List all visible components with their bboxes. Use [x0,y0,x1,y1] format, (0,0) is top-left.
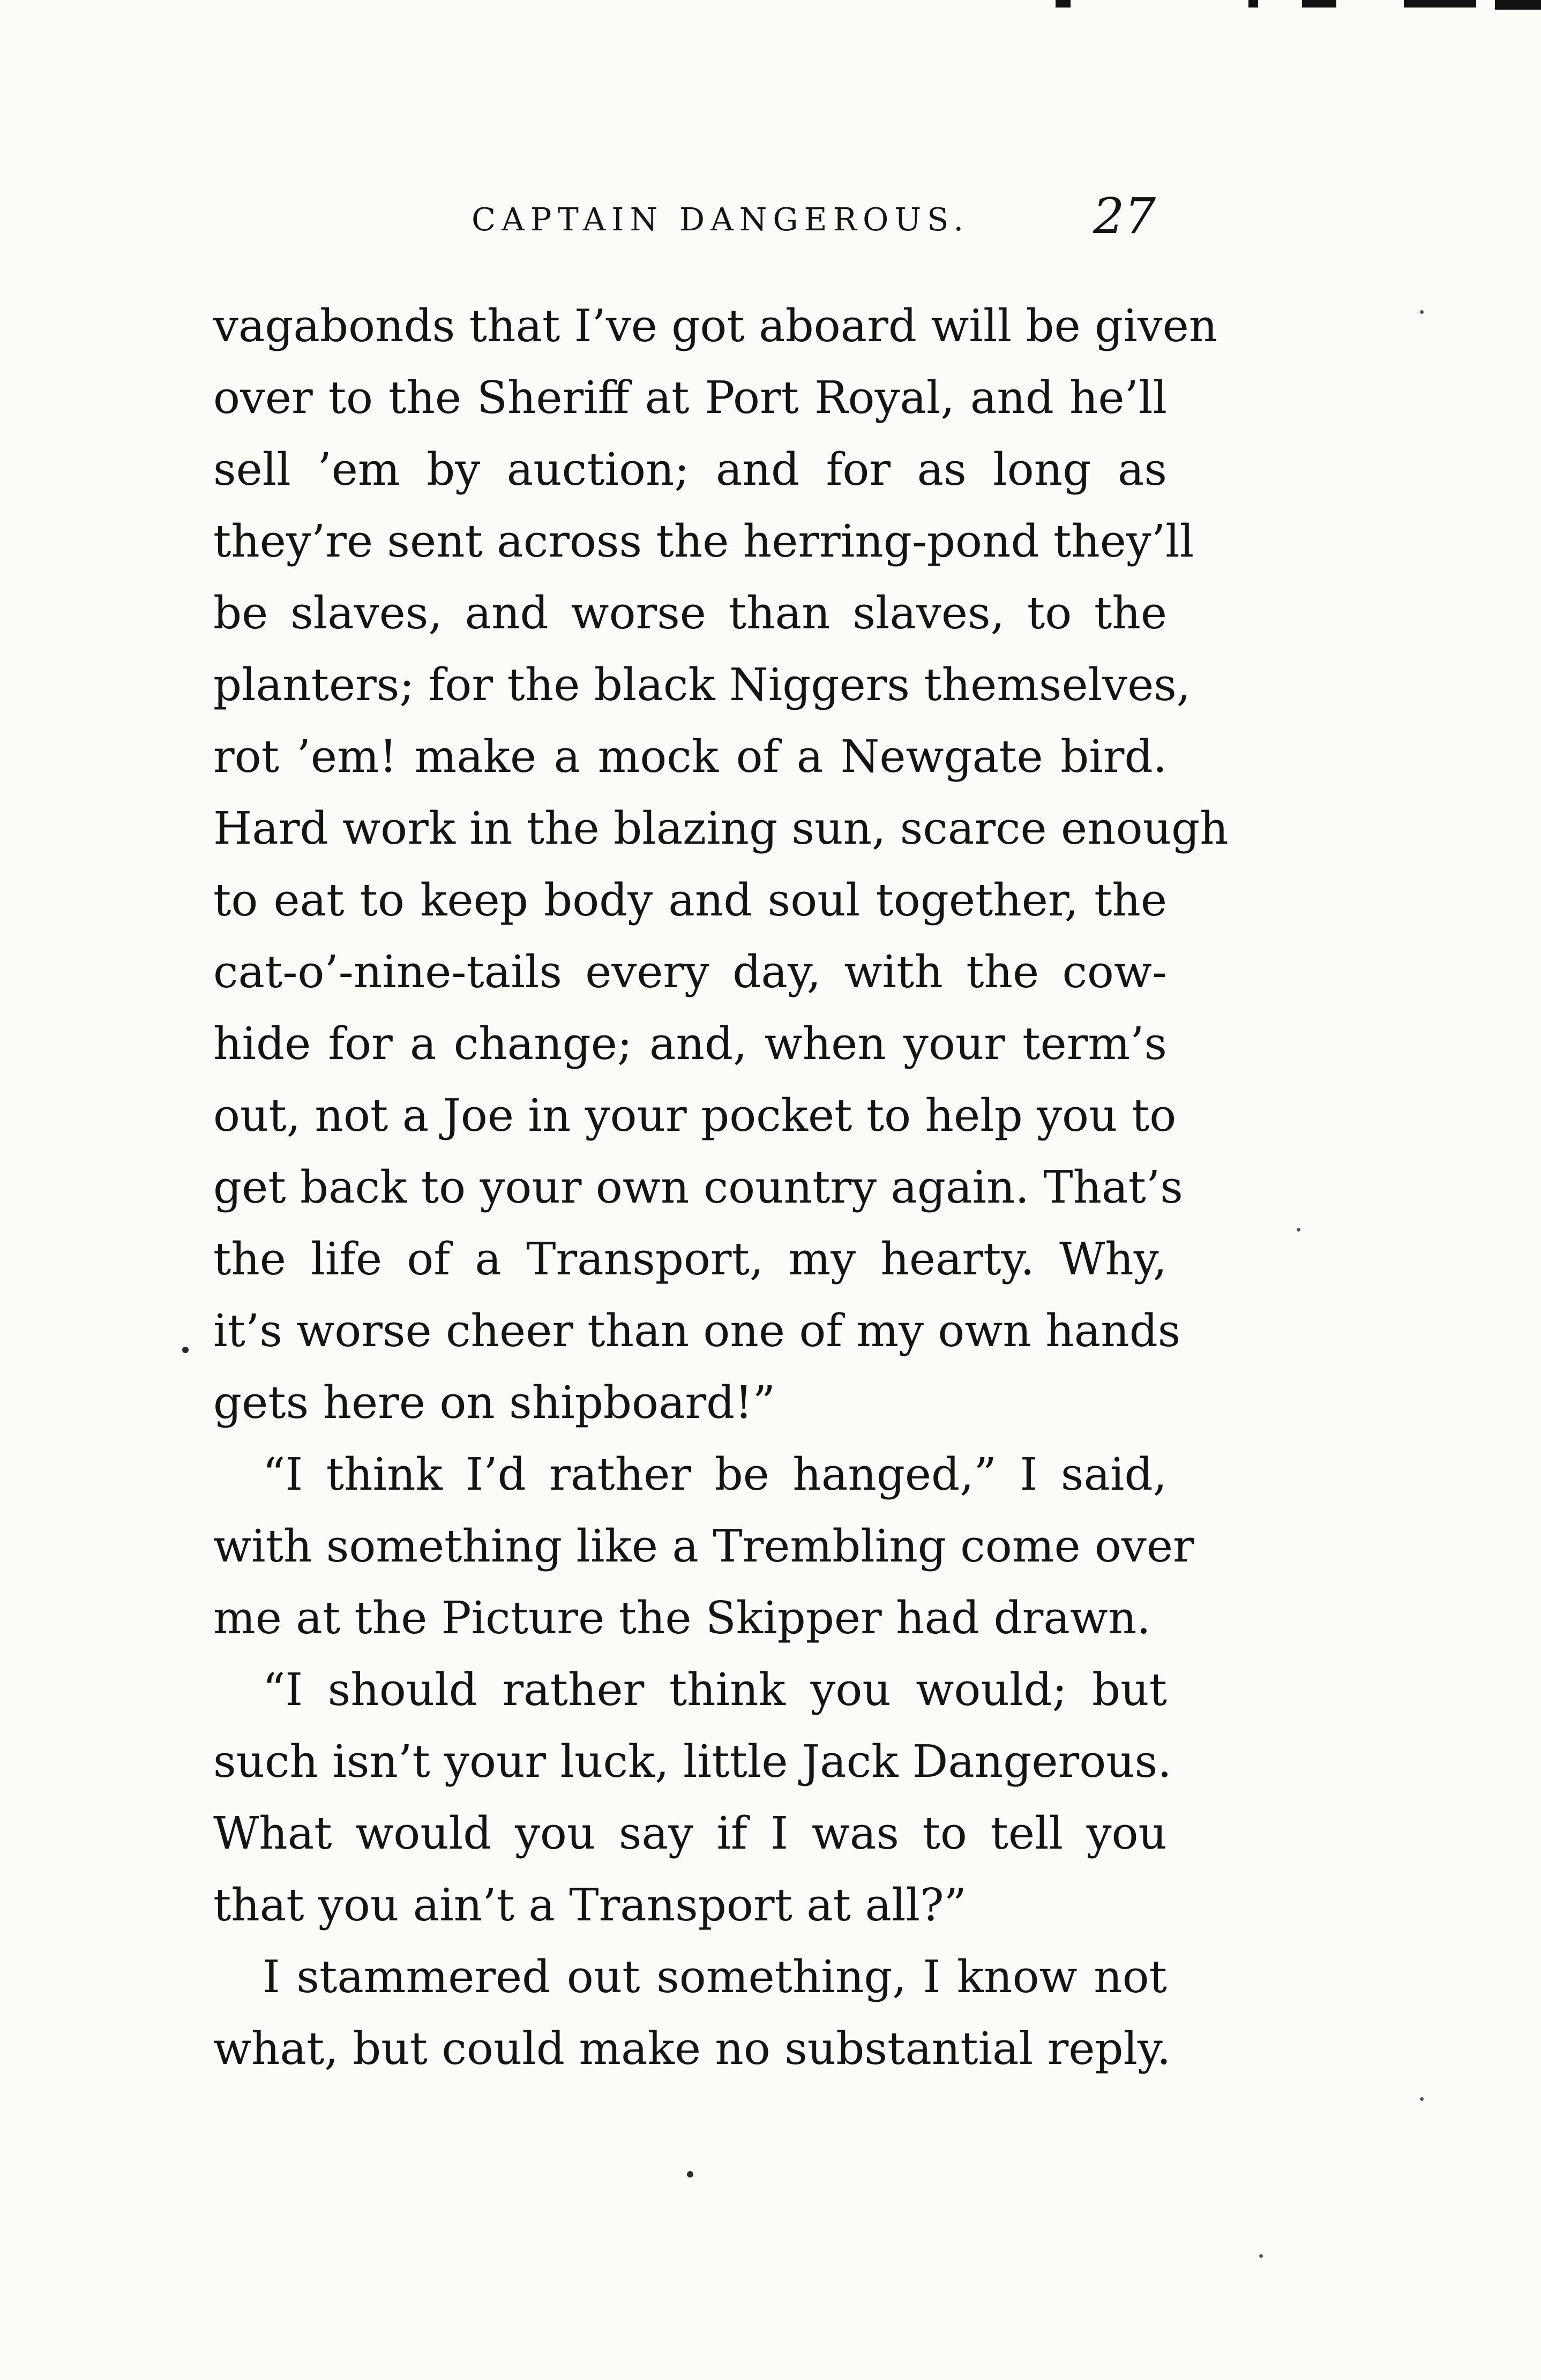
text-line: what, but could make no substantial reply. [213,2023,1171,2075]
text-line: such isn’t your luck, little Jack Dangerous. [213,1736,1172,1788]
paper-speck [182,1347,189,1353]
text-line: I stammered out something, I know not [263,1951,1167,2003]
paper-speck [687,2171,693,2178]
running-head [0,187,1541,252]
text-line: it’s worse cheer than one of my own hands [213,1305,1181,1357]
page-title: CAPTAIN DANGEROUS. [472,201,970,238]
top-edge-ink-mark [1056,0,1071,7]
paper-speck [1420,2097,1424,2101]
top-edge-ink-mark [1302,0,1336,7]
top-edge-ink-mark [1248,0,1258,7]
text-line: hide for a change; and, when your term’s [213,1018,1167,1070]
text-line: cat-o’-nine-tails every day, with the cow- [213,946,1167,998]
text-line: over to the Sheriff at Port Royal, and he’ll [213,372,1167,424]
text-line: “I should rather think you would; but [263,1664,1167,1716]
text-line: rot ’em! make a mock of a Newgate bird. [213,731,1167,783]
text-line: gets here on shipboard!” [213,1377,776,1429]
text-line: sell ’em by auction; and for as long as [213,444,1167,495]
text-line: Hard work in the blazing sun, scarce enough [213,802,1229,854]
text-line: out, not a Joe in your pocket to help you to [213,1090,1177,1142]
text-line: “I think I’d rather be hanged,” I said, [263,1448,1167,1500]
text-line: get back to your own country again. That’s [213,1161,1183,1213]
text-line: that you ain’t a Transport at all?” [213,1879,967,1931]
text-line: vagabonds that I’ve got aboard will be given [213,300,1218,352]
top-edge-ink-mark [1404,0,1476,7]
page-number: 27 [1093,187,1156,245]
paper-speck [1420,310,1424,314]
text-line: to eat to keep body and soul together, the [213,874,1167,926]
text-line: with something like a Trembling come over [213,1520,1194,1572]
top-edge-ink-mark [1495,0,1541,10]
text-line: be slaves, and worse than slaves, to the [213,587,1167,639]
text-line: they’re sent across the herring-pond they’ll [213,515,1194,567]
paper-speck [1259,2254,1263,2258]
text-line: the life of a Transport, my hearty. Why, [213,1233,1167,1285]
text-line: planters; for the black Niggers themselves, [213,659,1191,711]
text-line: What would you say if I was to tell you [213,1807,1167,1859]
body-text [213,290,1229,2085]
text-line: me at the Picture the Skipper had drawn. [213,1592,1151,1644]
paper-speck [1297,1228,1300,1232]
